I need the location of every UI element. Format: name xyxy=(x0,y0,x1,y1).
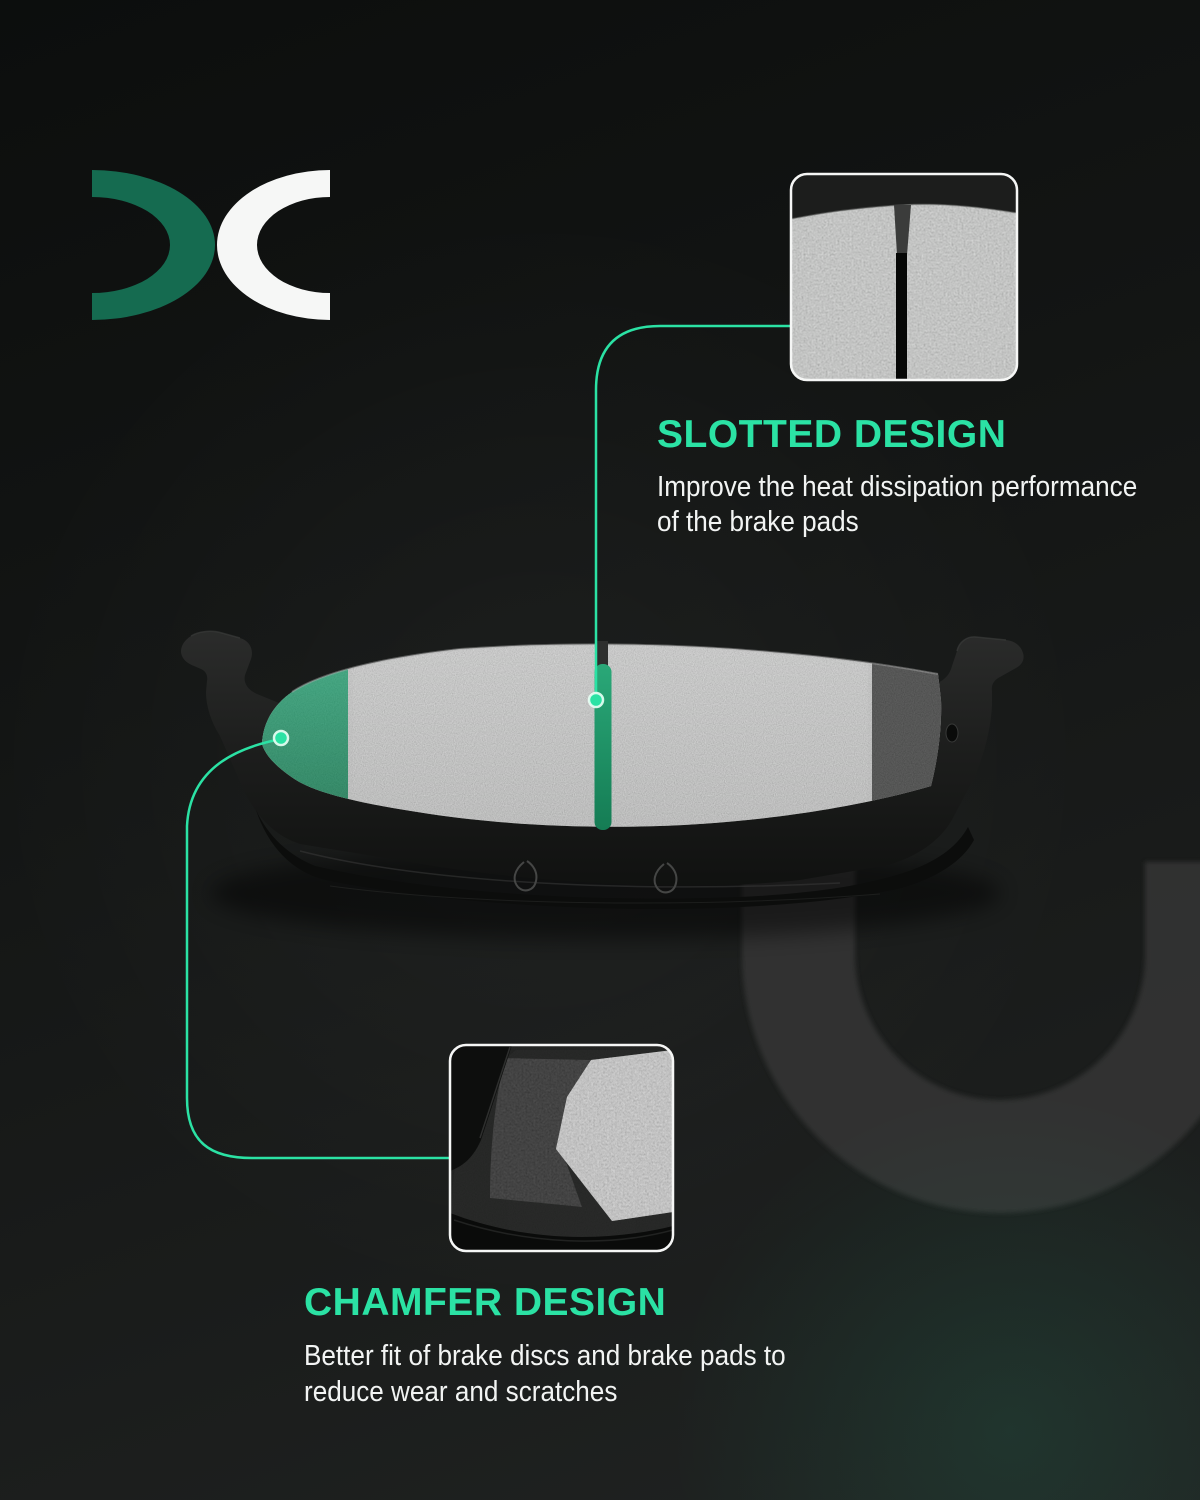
slotted-callout xyxy=(657,413,1191,540)
logo-green-ring-icon xyxy=(92,170,215,320)
slot-detail-box xyxy=(791,174,1017,380)
slotted-description-line1: Improve the heat dissipation performance xyxy=(657,471,1138,503)
brand-logo xyxy=(92,170,330,320)
plate-hole xyxy=(946,724,958,742)
chamfer-callout xyxy=(304,1281,839,1410)
chamfer-description-line2: reduce wear and scratches xyxy=(304,1376,618,1408)
slotted-title: SLOTTED DESIGN xyxy=(657,413,1007,456)
chamfer-description-line1: Better fit of brake discs and brake pads to xyxy=(304,1340,786,1372)
thumb-slot-groove xyxy=(896,253,907,380)
connector-dot-slotted xyxy=(589,693,603,707)
connector-dot-chamfer xyxy=(274,731,288,745)
chamfer-title: CHAMFER DESIGN xyxy=(304,1281,667,1324)
slotted-description-line2: of the brake pads xyxy=(657,506,859,538)
chamfer-detail-box xyxy=(450,1045,673,1251)
